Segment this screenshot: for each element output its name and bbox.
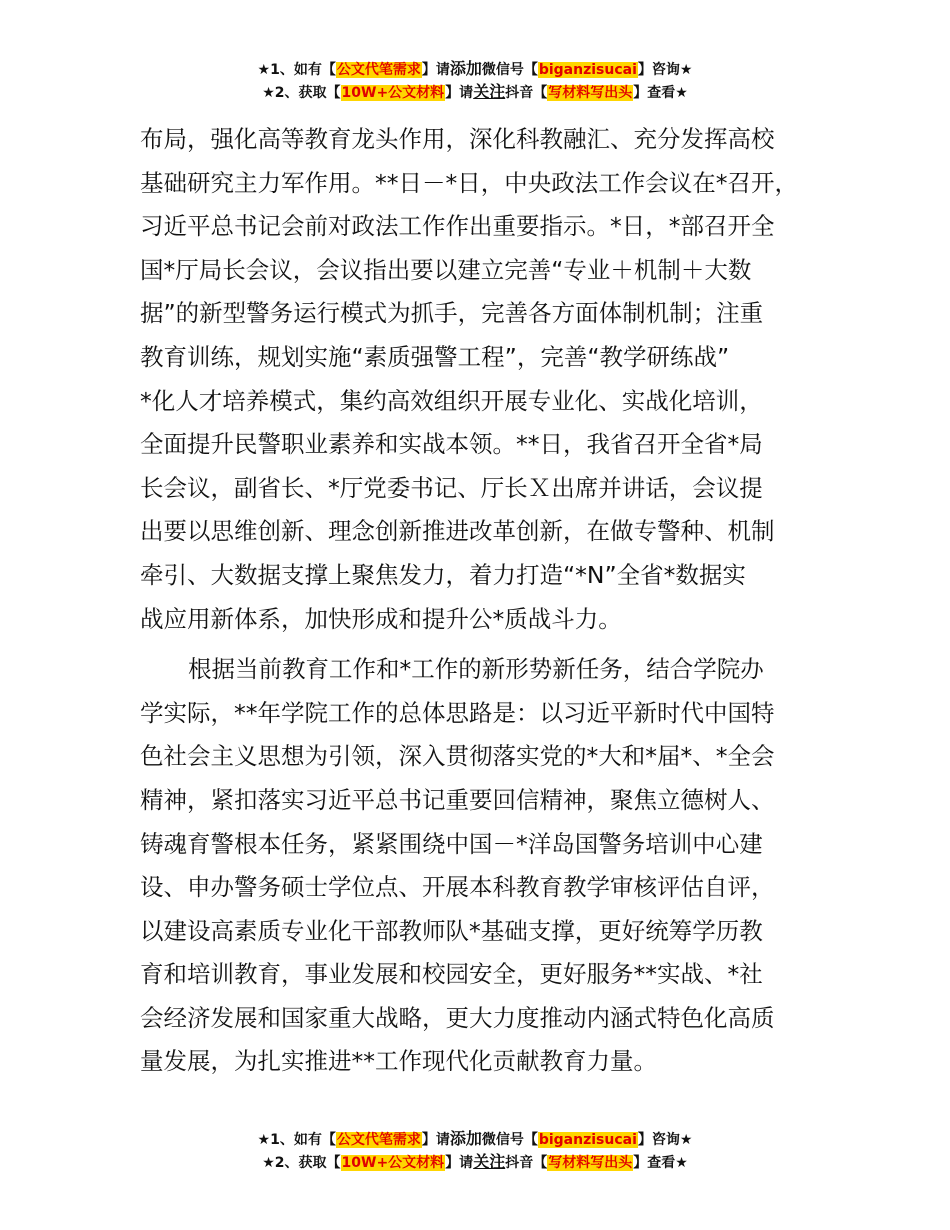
highlight-wechat-id: biganzisucai [538,62,637,78]
highlight-douyin-account: 写材料写出头 [548,1155,633,1171]
paragraph-2 [140,648,820,1084]
text-line: 铸魂育警根本任务，紧紧围绕中国－*洋岛国警务培训中心建 [140,829,763,858]
text-line: 国*厅局长会议，会议指出要以建立完善“专业＋机制＋大数 [140,255,752,284]
banner-text: 微信号【 [481,1132,538,1148]
banner-line-1 [0,58,950,81]
banner-text: ★2、获取【 [262,1155,341,1171]
banner-text: 抖音【 [505,1155,548,1171]
banner-text: 】请 [445,1155,474,1171]
banner-text: ★1、如有【 [257,62,336,78]
text-line: 据”的新型警务运行模式为抓手，完善各方面体制机制；注重 [140,299,764,328]
paragraph-gap [140,641,820,648]
text-line: 全面提升民警职业素养和实战本领。**日，我省召开全省*局 [140,430,763,459]
highlight-materials: 10W+公文材料 [341,1155,445,1171]
banner-emphasis: 添加 [449,1129,482,1148]
highlight-ghostwriting-service: 公文代笔需求 [336,62,421,78]
highlight-wechat-id: biganzisucai [538,1132,637,1148]
document-body [140,118,820,1084]
banner-text: 】请 [421,62,450,78]
text-line: 战应用新体系，加快形成和提升公*质战斗力。 [140,604,622,633]
banner-text: 微信号【 [481,62,538,78]
banner-text: 】请 [445,85,474,101]
paragraph-1 [140,118,820,641]
text-line: 牵引、大数据支撑上聚焦发力，着力打造“*N”全省*数据实 [140,560,746,589]
highlight-douyin-account: 写材料写出头 [548,85,633,101]
banner-text: ★2、获取【 [262,85,341,101]
banner-line-2 [0,81,950,104]
text-line: 量发展，为扎实推进**工作现代化贡献教育力量。 [140,1047,657,1076]
highlight-ghostwriting-service: 公文代笔需求 [336,1132,421,1148]
text-line: 长会议，副省长、*厅党委书记、厅长Ｘ出席并讲话，会议提 [140,473,763,502]
banner-emphasis: 添加 [449,59,482,78]
banner-text: 】请 [421,1132,450,1148]
banner-text: ★1、如有【 [257,1132,336,1148]
banner-text: 】咨询★ [637,62,693,78]
banner-line-1 [0,1128,950,1151]
text-line: 根据当前教育工作和*工作的新形势新任务，结合学院办 [188,655,764,684]
banner-emphasis: 关注 [473,82,506,101]
text-line: 出要以思维创新、理念创新推进改革创新，在做专警种、机制 [140,517,775,546]
text-line: 布局，强化高等教育龙头作用，深化科教融汇、充分发挥高校 [140,125,775,153]
banner-line-2 [0,1151,950,1174]
text-line: 设、申办警务硕士学位点、开展本科教育教学审核评估自评， [140,873,775,902]
text-line: 学实际，**年学院工作的总体思路是：以习近平新时代中国特 [140,698,775,727]
banner-text: 】查看★ [633,85,688,101]
highlight-materials: 10W+公文材料 [341,85,445,101]
banner-text: 】查看★ [633,1155,688,1171]
text-line: 以建设高素质专业化干部教师队*基础支撑，更好统筹学历教 [140,916,763,945]
banner-text: 抖音【 [505,85,548,101]
header-banner [0,58,950,104]
footer-banner [0,1128,950,1174]
banner-emphasis: 关注 [473,1152,506,1171]
text-line: 精神，紧扣落实习近平总书记重要回信精神，聚焦立德树人、 [140,785,775,814]
text-line: *化人才培养模式，集约高效组织开展专业化、实战化培训， [140,386,763,415]
text-line: 会经济发展和国家重大战略，更大力度推动内涵式特色化高质 [140,1003,775,1032]
text-line: 色社会主义思想为引领，深入贯彻落实党的*大和*届*、*全会 [140,742,775,771]
text-line: 基础研究主力军作用。**日－*日，中央政法工作会议在*召开， [140,168,798,197]
text-line: 教育训练，规划实施“素质强警工程”，完善“教学研练战” [140,342,730,371]
text-line: 育和培训教育，事业发展和校园安全，更好服务**实战、*社 [140,960,763,989]
text-line: 习近平总书记会前对政法工作作出重要指示。*日，*部召开全 [140,212,775,241]
banner-text: 】咨询★ [637,1132,693,1148]
